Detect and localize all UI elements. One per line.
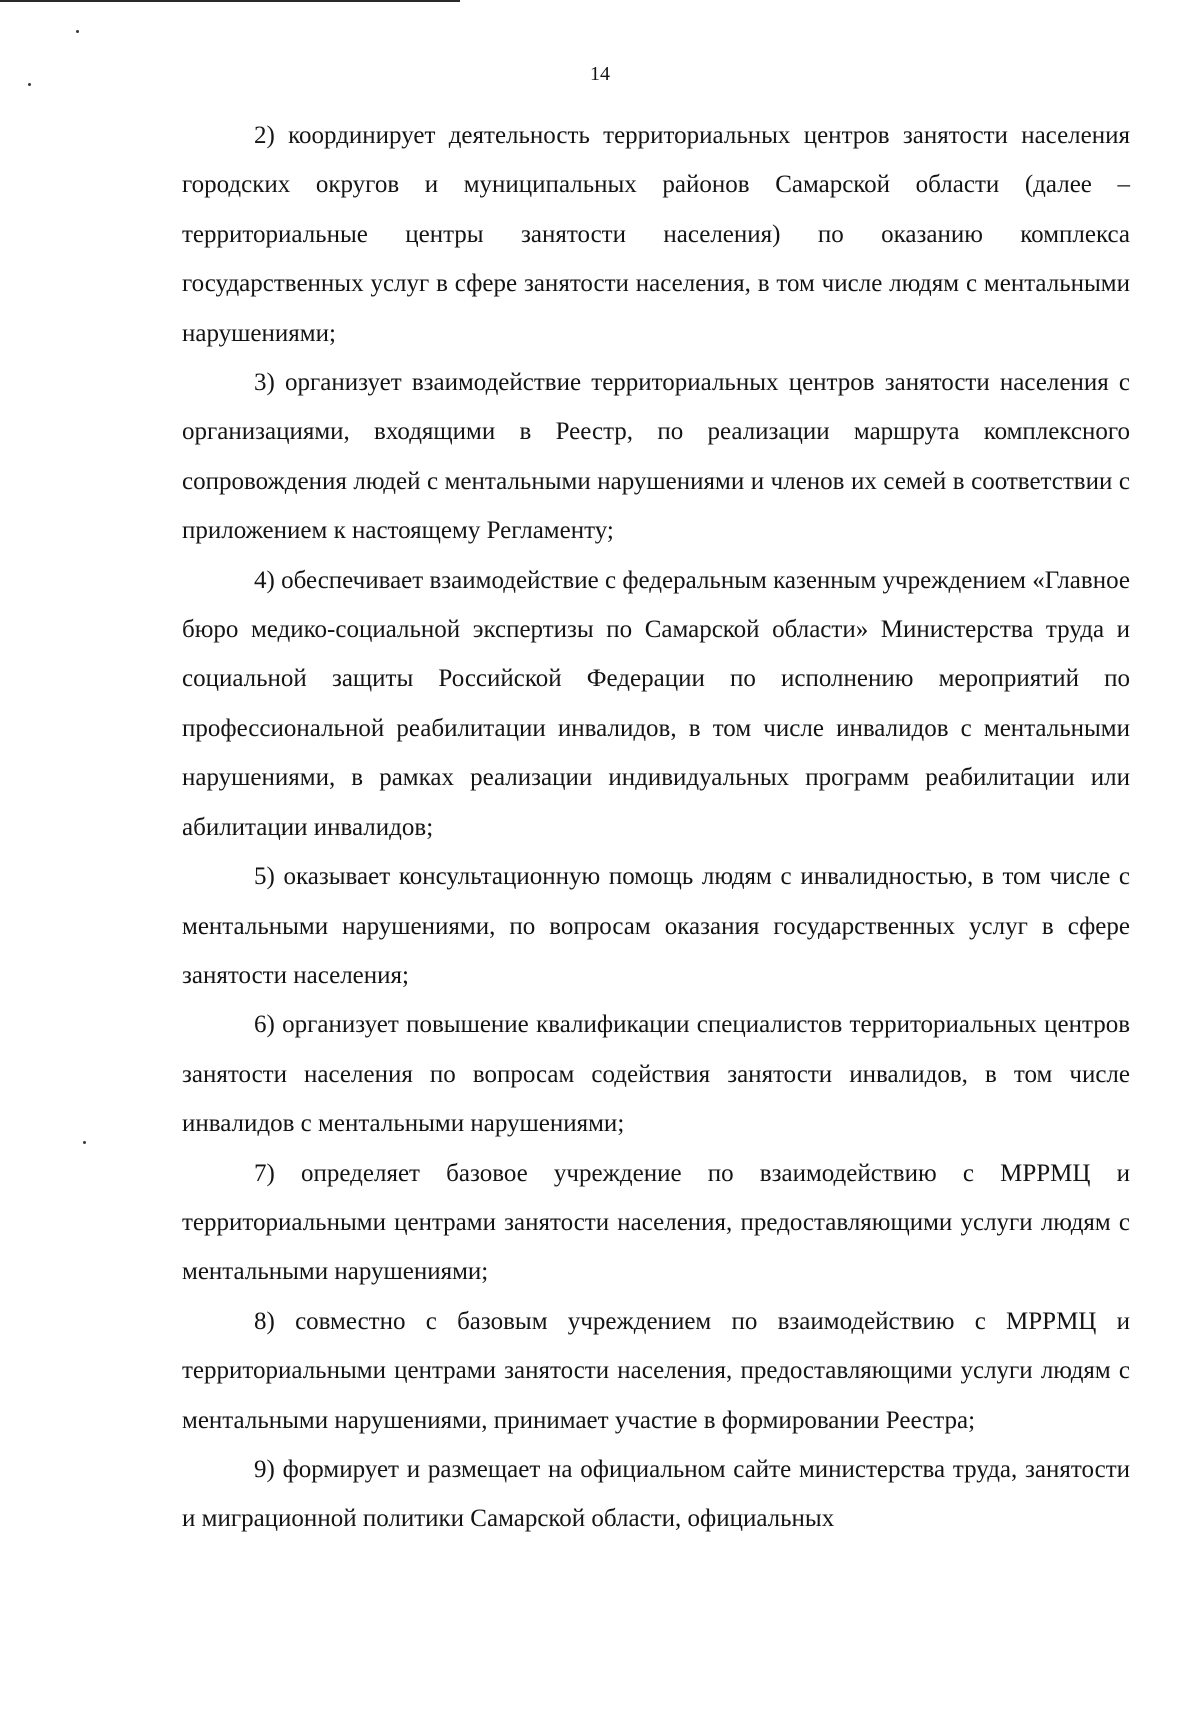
document-body [182,111,1130,1544]
paragraph-item-9: 9) формирует и размещает на официальном сайте министерства труда, занятости и миграционной политики Самарской области, официальных [182,1455,1130,1533]
paragraph-item-6: 6) организует повышение квалификации специалистов территориальных центров занятости населения по вопросам содействия занятости инвалидов, в том числе инвалидов с ментальными нарушениями; [182,1011,1130,1138]
paragraph-item-4: 4) обеспечивает взаимодействие с федеральным казенным учреждением «Главное бюро медико-социальной экспертизы по Самарской области» Министерства труда и социальной защиты Российской Федерации по исполнению мероприятий по профессиональной реабилитации инвалидов, в том числе инвалидов с ментальными нарушениями, в рамках реализации индивидуальных программ реабилитации или абилитации инвалидов; [182,566,1130,841]
paragraph-item-2: 2) координирует деятельность территориальных центров занятости населения городских округов и муниципальных районов Самарской области (далее – территориальные центры занятости населения) по оказанию комплекса государственных услуг в сфере занятости населения, в том числе людям с ментальными нарушениями; [182,122,1130,347]
paragraph-item-7: 7) определяет базовое учреждение по взаимодействию с МРРМЦ и территориальными центрами занятости населения, предоставляющими услуги людям с ментальными нарушениями; [182,1159,1130,1286]
paragraph-item-8: 8) совместно с базовым учреждением по взаимодействию с МРРМЦ и территориальными центрами занятости населения, предоставляющими услуги людям с ментальными нарушениями, принимает участие в формировании Реестра; [182,1307,1130,1434]
paragraph-item-3: 3) организует взаимодействие территориальных центров занятости населения с организациями, входящими в Реестр, по реализации маршрута комплексного сопровождения людей с ментальными нарушениями и членов их семей в соответствии с приложением к настоящему Регламенту; [182,369,1130,545]
scan-speck [76,30,79,33]
paragraph-item-5: 5) оказывает консультационную помощь людям с инвалидностью, в том числе с ментальными нарушениями, по вопросам оказания государственных услуг в сфере занятости населения; [182,863,1130,989]
scan-speck [83,1141,86,1144]
scan-edge-line [0,0,460,2]
page-number: 14 [590,63,610,85]
